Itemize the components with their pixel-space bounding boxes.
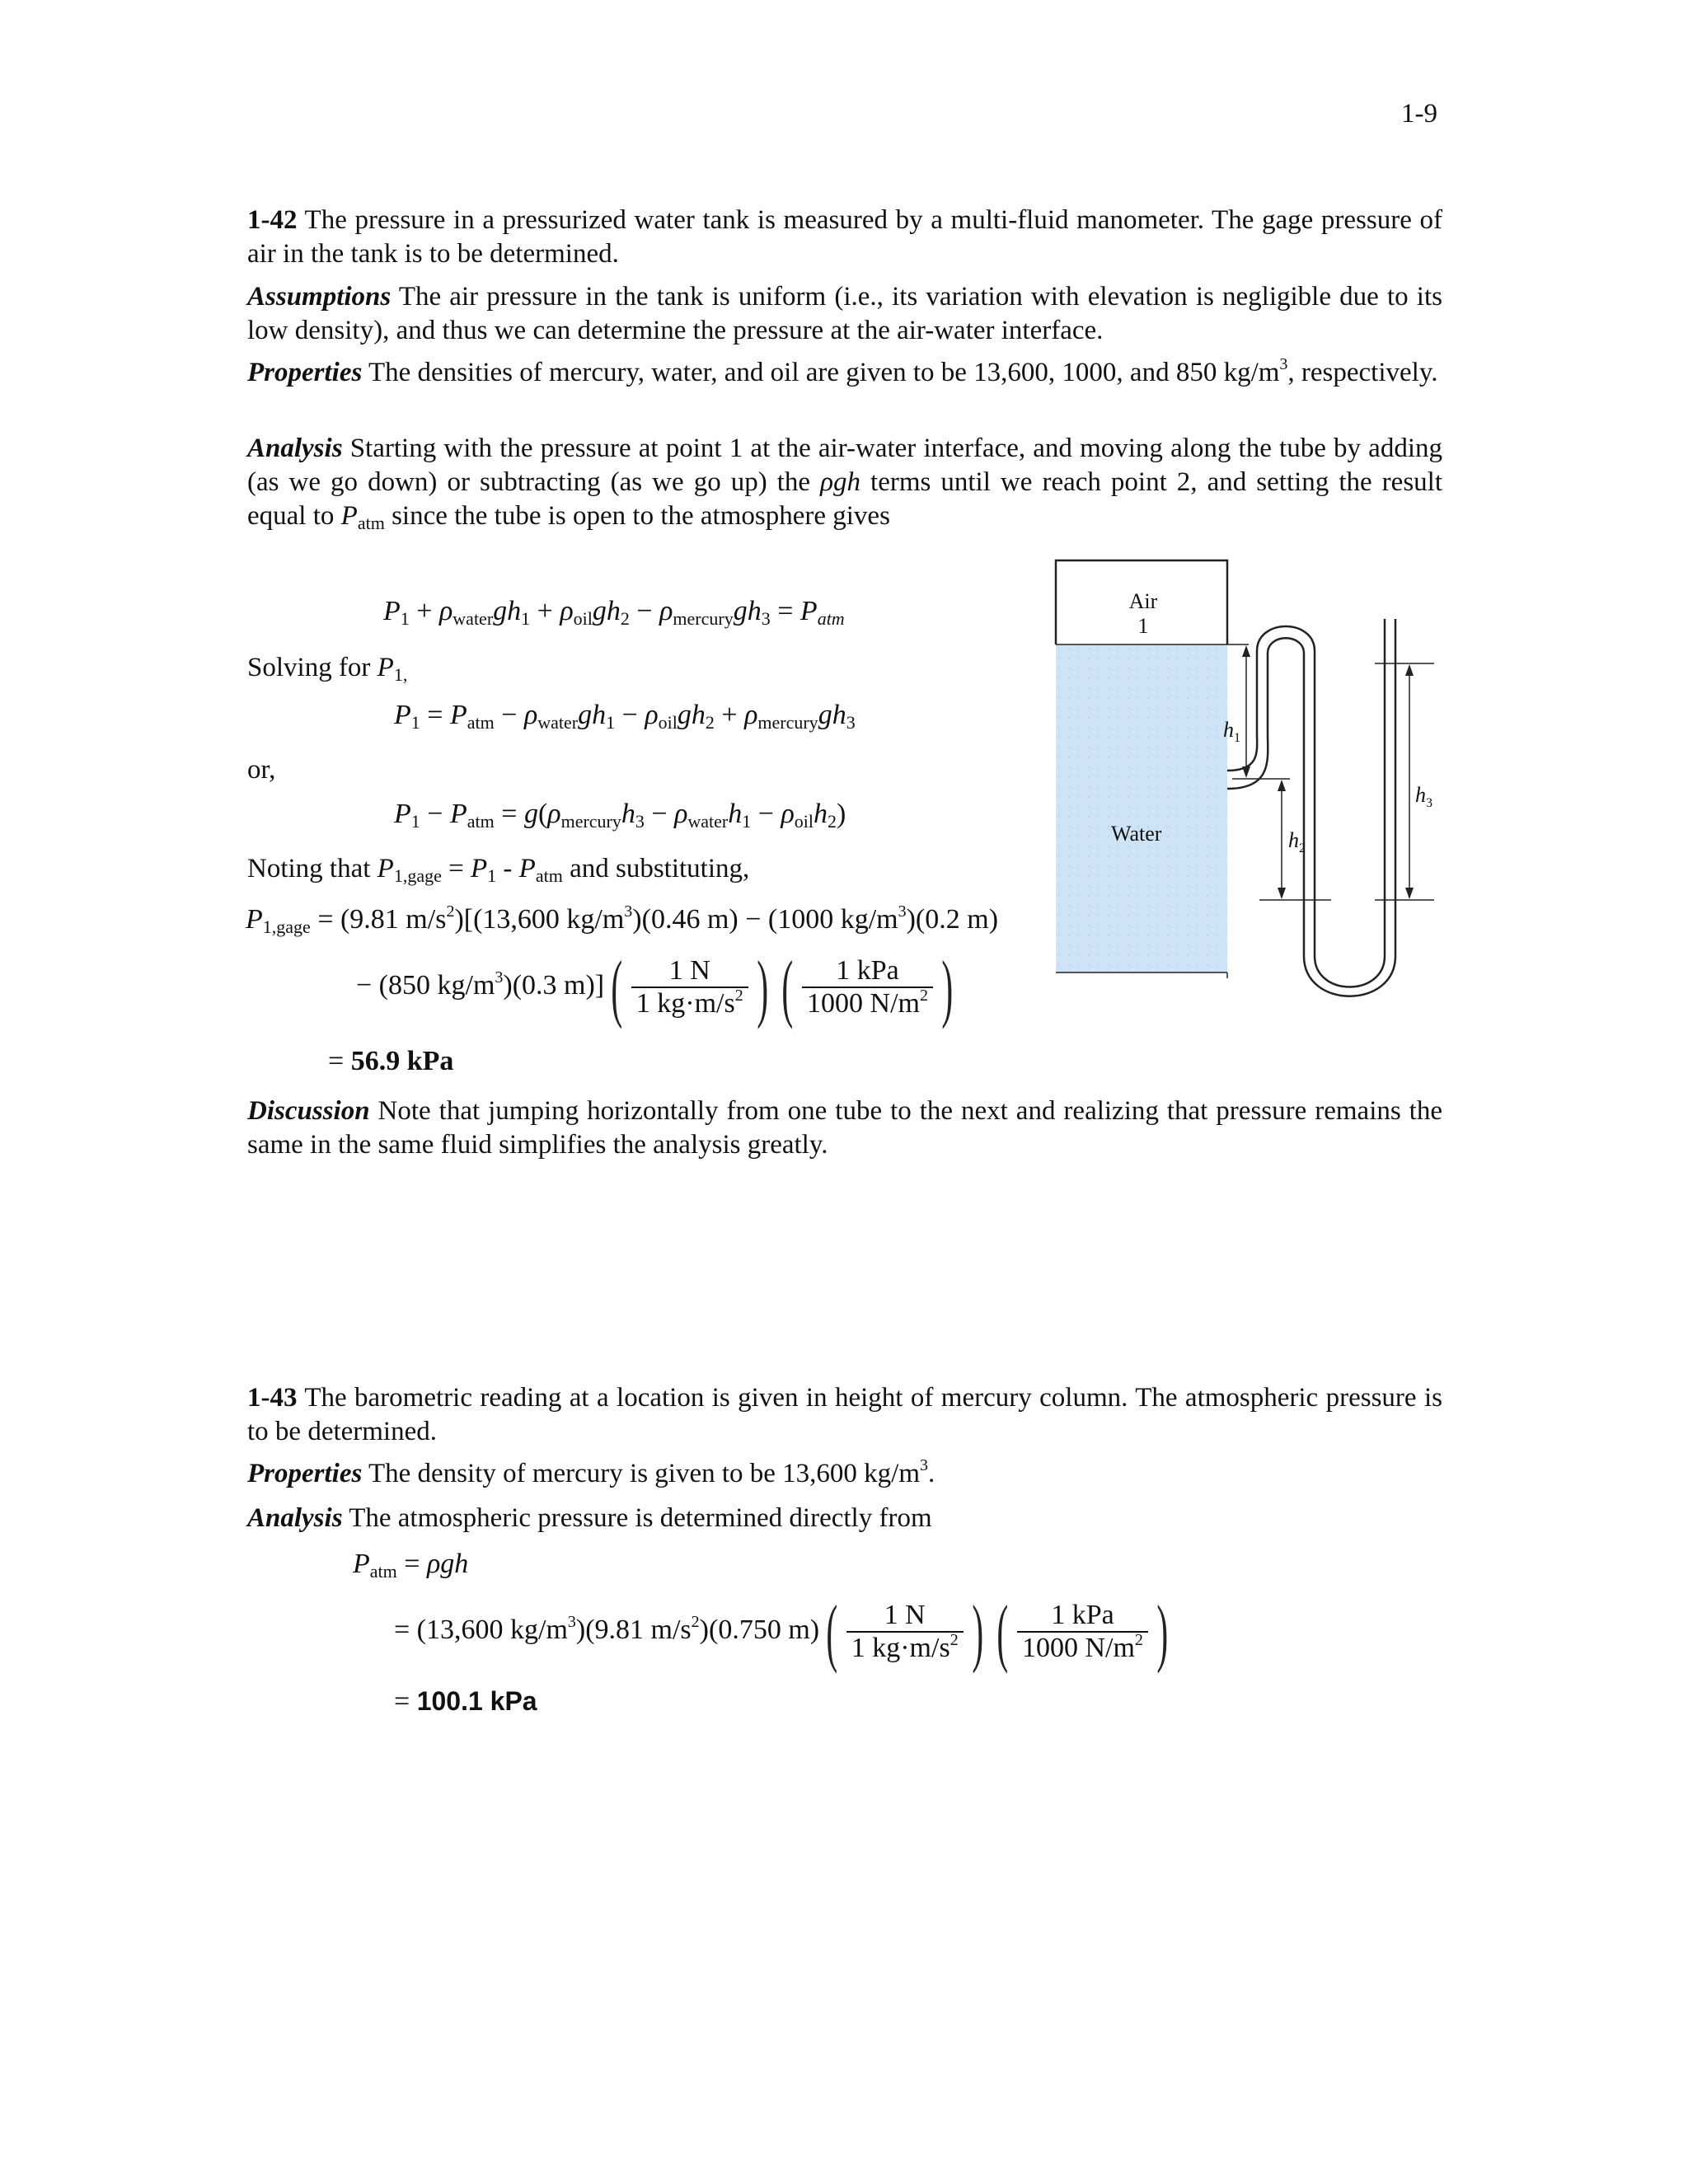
manometer-figure <box>1047 556 1459 1018</box>
discussion-label: Discussion <box>247 1096 370 1126</box>
assumptions-text: The air pressure in the tank is uniform (i.e., its variation with elevation is negligible due to its low density), and thus we can determine the pressure at the air-water interface. <box>247 282 1442 345</box>
properties-text-43: The density of mercury is given to be 13,600 kg/m <box>362 1459 921 1488</box>
analysis-paragraph-43 <box>247 1502 1442 1535</box>
discussion-paragraph <box>247 1094 1442 1162</box>
noting-text-a: Noting that <box>247 854 377 883</box>
properties-tail: , respectively. <box>1287 358 1438 387</box>
equation-substitution-line2: − (850 $kg/m^3)(0.3$ m)]( $\frac{1 N}{1 kg\cdot m/s^2}$ ) ( $\frac{\text{1 kPa}}{1000 N/m^2}$ ) <box>356 945 954 1029</box>
result-line-43: = 100.1 kPa <box>394 1686 537 1717</box>
analysis-text-b: terms until we reach point 2, and setting the result equal to <box>247 467 1442 531</box>
water-region <box>1056 644 1227 972</box>
analysis-text-a: Starting with the pressure at point 1 at the air-water interface, and moving along the tube by adding (as we go down) or subtracting (as we go up) the <box>247 434 1442 497</box>
inverted-u-tube-outer <box>1227 626 1315 779</box>
problem-1-43-statement <box>247 1381 1442 1449</box>
analysis-paragraph <box>247 432 1442 533</box>
air-label-block <box>1118 589 1168 639</box>
properties-label-43: Properties <box>247 1459 363 1488</box>
problem-intro: The pressure in a pressurized water tank is measured by a multi-fluid manometer. The gage pressure of air in the tank is to be determined. <box>247 205 1442 269</box>
analysis-label-43: Analysis <box>247 1503 343 1533</box>
analysis-text-c: since the tube is open to the atmosphere gives <box>384 501 890 531</box>
assumptions-paragraph <box>247 280 1442 348</box>
equation-substitution-line1: $P_{1,gage} = (9.81$ $m/s^2)[(13,600$ $kg/m^3)(0.46$ m) − (1000 $kg/m^3)(0.2$ m) <box>246 902 999 937</box>
h2-label: $h_2$ <box>1288 828 1306 855</box>
result-line-42: = 56.9 kPa <box>328 1046 454 1076</box>
problem-number-43: 1-43 <box>247 1383 298 1413</box>
rho-gh-term: ρgh <box>820 467 860 497</box>
noting-line: Noting that $P_{1,gage} = P_1 - P_{atm}$ and substituting, <box>247 854 750 886</box>
mercury-u-tube-outer <box>1315 619 1385 987</box>
equation-solved-p1: $P_1 = P_{atm} - \rho_{water}gh_1 - \rho_{oil}gh_2 + \rho_{mercury}gh_3$ <box>394 700 856 733</box>
problem-intro-43: The barometric reading at a location is given in height of mercury column. The atmospheric pressure is to be determined. <box>247 1383 1442 1446</box>
properties-sup-43: 3 <box>920 1456 929 1474</box>
water-label: Water <box>1111 822 1162 846</box>
problem-number: 1-42 <box>247 205 298 235</box>
air-label: Air <box>1128 589 1158 613</box>
assumptions-label: Assumptions <box>247 282 392 312</box>
result-56-9-kpa: 56.9 kPa <box>350 1046 454 1076</box>
problem-1-42-statement <box>247 204 1442 271</box>
h1-label: $h_1$ <box>1223 718 1240 745</box>
properties-paragraph-43 <box>247 1457 1442 1491</box>
point-1-label: 1 <box>1137 614 1149 638</box>
properties-text: The densities of mercury, water, and oil are given to be 13,600, 1000, and 850 kg/m <box>362 358 1280 387</box>
properties-paragraph <box>247 356 1442 390</box>
properties-tail-43: . <box>928 1459 935 1488</box>
solving-sub: 1, <box>393 664 408 685</box>
equation-pressure-balance: $P_1 + \rho_{water}gh_1 + \rho_{oil}gh_2 - \rho_{mercury}gh_3 = P_{atm}$ <box>383 596 845 629</box>
manometer-diagram <box>1047 556 1459 1018</box>
or-line: or, <box>247 755 276 785</box>
analysis-text-43: The atmospheric pressure is determined directly from <box>342 1503 932 1533</box>
properties-superscript: 3 <box>1279 355 1288 373</box>
mercury-u-tube-inner <box>1304 619 1395 996</box>
page-number: 1-9 <box>1401 99 1437 129</box>
patm-symbol: P <box>340 501 358 531</box>
discussion-text: Note that jumping horizontally from one tube to the next and realizing that pressure remains the same in the same fluid simplifies the analysis greatly. <box>247 1096 1442 1160</box>
equation-patm: $P_{atm} = \rho gh$ <box>353 1549 469 1582</box>
equation-patm-substitution: = (13,600 $kg/m^3)(9.81$ $m/s^2)(0.750$ m)( $\frac{1 N}{1 kg\cdot m/s^2}$ ) ( $\frac{\text{1 kPa}}{1000 N/m^2}$ ) <box>394 1590 1169 1674</box>
result-100-1-kpa: 100.1 kPa <box>416 1686 537 1716</box>
properties-label: Properties <box>247 358 363 387</box>
patm-subscript: atm <box>357 513 385 533</box>
inverted-u-tube-inner <box>1227 638 1304 789</box>
analysis-label: Analysis <box>247 434 343 463</box>
noting-text-b: and substituting, <box>562 854 750 883</box>
solving-P: P <box>377 653 394 682</box>
h3-label: $h_3$ <box>1415 783 1432 810</box>
equation-pressure-difference: $P_1 - P_{atm} = g(\rho_{mercury}h_3 - \rho_{water}h_1 - \rho_{oil}h_2)$ <box>394 799 846 832</box>
solving-text: Solving for <box>247 653 377 682</box>
